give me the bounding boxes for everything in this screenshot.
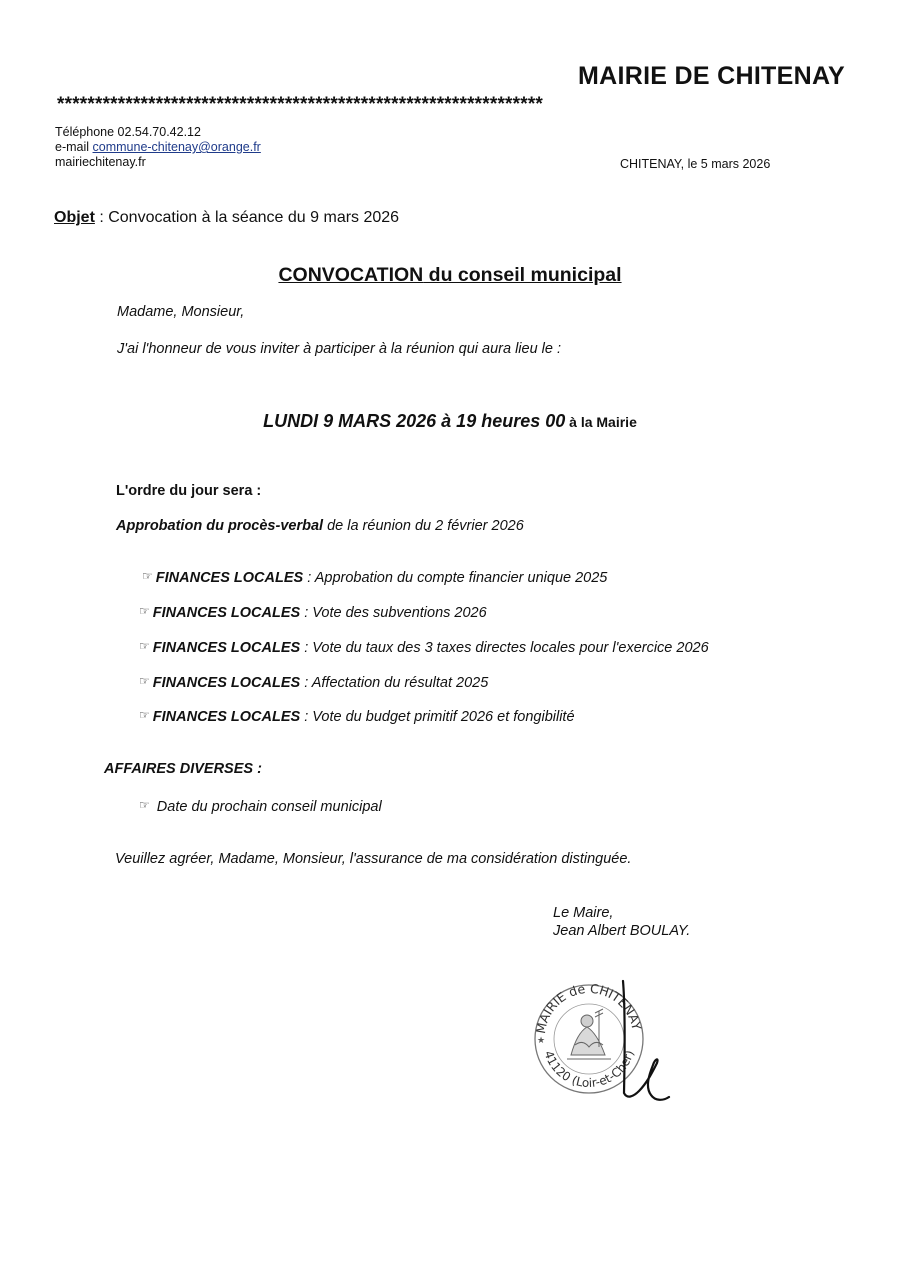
agenda-item-text: : Vote du budget primitif 2026 et fongibilité — [300, 709, 575, 725]
phone-line: Téléphone 02.54.70.42.12 — [55, 125, 201, 139]
meeting-datetime — [0, 411, 900, 432]
subject-line — [54, 209, 399, 227]
agenda-item-text: : Affectation du résultat 2025 — [300, 675, 489, 691]
agenda-item-category: FINANCES LOCALES — [152, 709, 301, 725]
stamp-seal-icon — [527, 975, 672, 1110]
website-line: mairiechitenay.fr — [55, 155, 146, 169]
agenda-item-category: FINANCES LOCALES — [152, 605, 301, 621]
email-link[interactable]: commune-chitenay@orange.fr — [92, 140, 261, 154]
agenda-item — [139, 640, 709, 656]
signature-block — [553, 904, 690, 940]
pointing-hand-icon: ☞ — [139, 674, 150, 688]
contact-block — [55, 125, 261, 170]
meeting-where: à la Mairie — [565, 414, 637, 430]
stamp-bottom-text: 41120 (Loir-et-Cher) — [541, 1048, 637, 1091]
official-stamp — [527, 975, 672, 1110]
date-line: CHITENAY, le 5 mars 2026 — [620, 157, 771, 171]
pointing-hand-icon: ☞ — [142, 569, 153, 583]
meeting-when: LUNDI 9 MARS 2026 à 19 heures 00 — [263, 411, 566, 431]
misc-item-text: Date du prochain conseil municipal — [156, 799, 382, 815]
agenda-item-text: : Vote des subventions 2026 — [300, 605, 487, 621]
agenda-item — [139, 605, 487, 621]
approval-bold: Approbation du procès-verbal — [116, 518, 324, 534]
email-line — [55, 140, 261, 155]
approval-rest: de la réunion du 2 février 2026 — [323, 518, 524, 534]
agenda-item — [142, 570, 607, 586]
signature-title: Le Maire, — [553, 905, 614, 921]
salutation: Madame, Monsieur, — [117, 304, 245, 320]
document-title — [0, 264, 900, 287]
title-rest: du conseil municipal — [423, 264, 622, 286]
misc-heading: AFFAIRES DIVERSES : — [104, 761, 262, 777]
closing-formula: Veuillez agréer, Madame, Monsieur, l'assurance de ma considération distinguée. — [115, 851, 632, 867]
agenda-heading: L'ordre du jour sera : — [116, 483, 262, 499]
subject-label: Objet — [54, 209, 95, 226]
pointing-hand-icon: ☞ — [139, 708, 150, 722]
mairie-title: MAIRIE DE CHITENAY — [577, 62, 845, 90]
signature-name: Jean Albert BOULAY. — [553, 923, 691, 939]
subject-text: : Convocation à la séance du 9 mars 2026 — [94, 209, 400, 226]
pointing-hand-icon: ☞ — [139, 604, 150, 618]
agenda-item-text: : Approbation du compte financier unique 2025 — [303, 570, 608, 586]
star-separator: **************************************************************** — [57, 94, 544, 115]
pointing-hand-icon: ☞ — [139, 798, 150, 812]
invitation-text: J'ai l'honneur de vous inviter à participer à la réunion qui aura lieu le : — [117, 341, 562, 357]
agenda-item-category: FINANCES LOCALES — [152, 640, 301, 656]
title-bold: CONVOCATION — [278, 264, 424, 286]
agenda-item-category: FINANCES LOCALES — [152, 675, 301, 691]
pointing-hand-icon: ☞ — [139, 639, 150, 653]
misc-item — [139, 799, 382, 815]
agenda-item-category: FINANCES LOCALES — [155, 570, 304, 586]
stamp-top-text: MAIRIE de CHITENAY — [532, 980, 645, 1035]
agenda-item — [139, 709, 575, 725]
agenda-item-text: : Vote du taux des 3 taxes directes locales pour l'exercice 2026 — [300, 640, 709, 656]
email-label: e-mail — [55, 140, 93, 154]
svg-text:★: ★ — [537, 1036, 546, 1046]
approval-line — [116, 518, 524, 534]
agenda-item — [139, 675, 488, 691]
